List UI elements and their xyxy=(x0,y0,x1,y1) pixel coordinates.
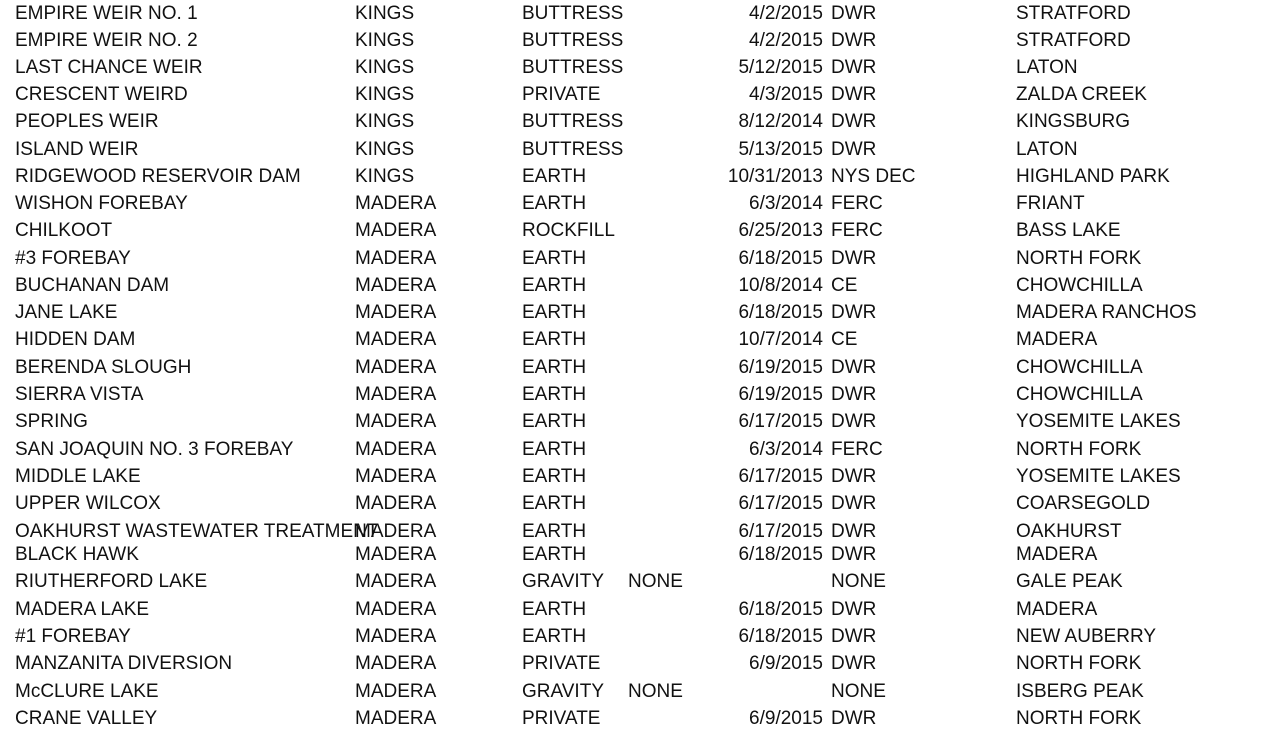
county: KINGS xyxy=(355,30,415,51)
county: MADERA xyxy=(355,493,437,514)
county: KINGS xyxy=(355,111,415,132)
county: KINGS xyxy=(355,57,415,78)
nearest-city: NORTH FORK xyxy=(1016,248,1142,269)
table-row xyxy=(0,194,1280,218)
nearest-city: GALE PEAK xyxy=(1016,571,1123,592)
county: MADERA xyxy=(355,521,437,542)
dam-name: MADERA LAKE xyxy=(15,599,150,620)
agency: DWR xyxy=(831,599,877,620)
dam-name: SAN JOAQUIN NO. 3 FOREBAY xyxy=(15,439,294,460)
inspection-date: 8/12/2014 xyxy=(738,111,823,132)
dam-type: EARTH xyxy=(522,357,587,378)
county: KINGS xyxy=(355,84,415,105)
inspection-date: 4/2/2015 xyxy=(749,3,823,24)
county: MADERA xyxy=(355,681,437,702)
agency: DWR xyxy=(831,544,877,565)
nearest-city: FRIANT xyxy=(1016,193,1085,214)
inspection-date: 6/18/2015 xyxy=(738,599,823,620)
nearest-city: CHOWCHILLA xyxy=(1016,384,1143,405)
agency: CE xyxy=(831,275,858,296)
dam-type: EARTH xyxy=(522,166,587,187)
inspection-date: 6/3/2014 xyxy=(749,439,823,460)
dam-name: BUCHANAN DAM xyxy=(15,275,170,296)
county: MADERA xyxy=(355,466,437,487)
dam-name: LAST CHANCE WEIR xyxy=(15,57,203,78)
dam-name: EMPIRE WEIR NO. 1 xyxy=(15,3,198,24)
dam-type: EARTH xyxy=(522,521,587,542)
nearest-city: CHOWCHILLA xyxy=(1016,357,1143,378)
table-row xyxy=(0,467,1280,491)
dam-name: #3 FOREBAY xyxy=(15,248,131,269)
agency: NONE xyxy=(831,681,886,702)
agency: NYS DEC xyxy=(831,166,916,187)
dam-type: EARTH xyxy=(522,329,587,350)
dam-type: BUTTRESS xyxy=(522,57,624,78)
table-row xyxy=(0,545,1280,569)
inspection-date: 6/18/2015 xyxy=(738,302,823,323)
dam-type: EARTH xyxy=(522,193,587,214)
inspection-date: 6/9/2015 xyxy=(749,708,823,729)
dam-name: MANZANITA DIVERSION xyxy=(15,653,233,674)
agency: NONE xyxy=(831,571,886,592)
county: MADERA xyxy=(355,357,437,378)
agency: FERC xyxy=(831,193,883,214)
inspection-date: 4/3/2015 xyxy=(749,84,823,105)
county: MADERA xyxy=(355,411,437,432)
dam-name: CHILKOOT xyxy=(15,220,113,241)
dam-type: EARTH xyxy=(522,493,587,514)
extra-note: NONE xyxy=(628,571,683,592)
dam-type: EARTH xyxy=(522,466,587,487)
dam-type: EARTH xyxy=(522,626,587,647)
county: MADERA xyxy=(355,275,437,296)
nearest-city: NORTH FORK xyxy=(1016,708,1142,729)
nearest-city: BASS LAKE xyxy=(1016,220,1121,241)
dam-name: #1 FOREBAY xyxy=(15,626,131,647)
dam-type: BUTTRESS xyxy=(522,139,624,160)
agency: DWR xyxy=(831,30,877,51)
agency: DWR xyxy=(831,248,877,269)
inspection-date: 10/31/2013 xyxy=(727,166,823,187)
nearest-city: YOSEMITE LAKES xyxy=(1016,411,1181,432)
dam-type: PRIVATE xyxy=(522,708,601,729)
nearest-city: COARSEGOLD xyxy=(1016,493,1151,514)
dam-name: OAKHURST WASTEWATER TREATMENT xyxy=(15,521,379,542)
table-row xyxy=(0,654,1280,678)
dam-name: UPPER WILCOX xyxy=(15,493,161,514)
nearest-city: HIGHLAND PARK xyxy=(1016,166,1170,187)
table-row xyxy=(0,221,1280,245)
table-row xyxy=(0,85,1280,109)
inspection-date: 5/13/2015 xyxy=(738,139,823,160)
inspection-date: 6/18/2015 xyxy=(738,248,823,269)
dam-name: SPRING xyxy=(15,411,88,432)
table-row xyxy=(0,167,1280,191)
county: MADERA xyxy=(355,571,437,592)
dam-type: EARTH xyxy=(522,411,587,432)
dam-name: BERENDA SLOUGH xyxy=(15,357,192,378)
inspection-date: 10/7/2014 xyxy=(738,329,823,350)
dam-name: BLACK HAWK xyxy=(15,544,139,565)
dam-name: CRESCENT WEIRD xyxy=(15,84,188,105)
dam-name: EMPIRE WEIR NO. 2 xyxy=(15,30,198,51)
nearest-city: LATON xyxy=(1016,57,1078,78)
nearest-city: CHOWCHILLA xyxy=(1016,275,1143,296)
table-row xyxy=(0,440,1280,464)
county: MADERA xyxy=(355,384,437,405)
nearest-city: MADERA xyxy=(1016,599,1098,620)
nearest-city: MADERA xyxy=(1016,329,1098,350)
nearest-city: NORTH FORK xyxy=(1016,439,1142,460)
dam-type: BUTTRESS xyxy=(522,30,624,51)
table-row xyxy=(0,330,1280,354)
agency: CE xyxy=(831,329,858,350)
county: MADERA xyxy=(355,302,437,323)
inspection-date: 6/3/2014 xyxy=(749,193,823,214)
table-row xyxy=(0,112,1280,136)
inspection-date: 6/19/2015 xyxy=(738,357,823,378)
dam-name: WISHON FOREBAY xyxy=(15,193,188,214)
dam-name: RIUTHERFORD LAKE xyxy=(15,571,208,592)
agency: DWR xyxy=(831,466,877,487)
agency: DWR xyxy=(831,57,877,78)
table-row xyxy=(0,682,1280,706)
inspection-date: 6/17/2015 xyxy=(738,411,823,432)
agency: DWR xyxy=(831,139,877,160)
agency: DWR xyxy=(831,411,877,432)
table-row xyxy=(0,140,1280,164)
dam-type: BUTTRESS xyxy=(522,3,624,24)
inspection-date: 4/2/2015 xyxy=(749,30,823,51)
dam-name: ISLAND WEIR xyxy=(15,139,139,160)
agency: DWR xyxy=(831,384,877,405)
nearest-city: MADERA xyxy=(1016,544,1098,565)
dam-type: PRIVATE xyxy=(522,653,601,674)
nearest-city: MADERA RANCHOS xyxy=(1016,302,1197,323)
table-row xyxy=(0,58,1280,82)
inspection-date: 6/25/2013 xyxy=(738,220,823,241)
table-row xyxy=(0,572,1280,596)
agency: DWR xyxy=(831,84,877,105)
inspection-date: 6/9/2015 xyxy=(749,653,823,674)
nearest-city: ISBERG PEAK xyxy=(1016,681,1144,702)
agency: FERC xyxy=(831,439,883,460)
dam-name: PEOPLES WEIR xyxy=(15,111,159,132)
agency: DWR xyxy=(831,626,877,647)
dam-name: RIDGEWOOD RESERVOIR DAM xyxy=(15,166,301,187)
table-row xyxy=(0,412,1280,436)
agency: DWR xyxy=(831,493,877,514)
nearest-city: LATON xyxy=(1016,139,1078,160)
table-row xyxy=(0,494,1280,518)
inspection-date: 6/17/2015 xyxy=(738,493,823,514)
inspection-date: 6/17/2015 xyxy=(738,466,823,487)
table-row xyxy=(0,522,1280,546)
dam-type: EARTH xyxy=(522,248,587,269)
dam-type: EARTH xyxy=(522,302,587,323)
dam-name: JANE LAKE xyxy=(15,302,118,323)
dam-name: SIERRA VISTA xyxy=(15,384,144,405)
table-row xyxy=(0,358,1280,382)
nearest-city: ZALDA CREEK xyxy=(1016,84,1147,105)
dam-type: ROCKFILL xyxy=(522,220,615,241)
table-row xyxy=(0,303,1280,327)
nearest-city: KINGSBURG xyxy=(1016,111,1131,132)
dam-name: McCLURE LAKE xyxy=(15,681,159,702)
agency: DWR xyxy=(831,3,877,24)
inspection-date: 10/8/2014 xyxy=(738,275,823,296)
dam-type: EARTH xyxy=(522,275,587,296)
extra-note: NONE xyxy=(628,681,683,702)
county: MADERA xyxy=(355,329,437,350)
table-row xyxy=(0,709,1280,733)
nearest-city: STRATFORD xyxy=(1016,3,1131,24)
table-row xyxy=(0,385,1280,409)
dam-type: EARTH xyxy=(522,599,587,620)
table-row xyxy=(0,600,1280,624)
table-row xyxy=(0,31,1280,55)
dam-name: CRANE VALLEY xyxy=(15,708,158,729)
inspection-date: 5/12/2015 xyxy=(738,57,823,78)
county: MADERA xyxy=(355,599,437,620)
agency: DWR xyxy=(831,302,877,323)
county: MADERA xyxy=(355,544,437,565)
county: MADERA xyxy=(355,220,437,241)
inspection-date: 6/19/2015 xyxy=(738,384,823,405)
county: MADERA xyxy=(355,248,437,269)
agency: FERC xyxy=(831,220,883,241)
nearest-city: NORTH FORK xyxy=(1016,653,1142,674)
inspection-date: 6/18/2015 xyxy=(738,544,823,565)
dam-name: HIDDEN DAM xyxy=(15,329,136,350)
nearest-city: STRATFORD xyxy=(1016,30,1131,51)
table-row xyxy=(0,4,1280,28)
county: MADERA xyxy=(355,193,437,214)
county: MADERA xyxy=(355,626,437,647)
dam-type: EARTH xyxy=(522,384,587,405)
county: MADERA xyxy=(355,653,437,674)
table-row xyxy=(0,276,1280,300)
dam-type: PRIVATE xyxy=(522,84,601,105)
county: KINGS xyxy=(355,139,415,160)
county: KINGS xyxy=(355,166,415,187)
inspection-date: 6/18/2015 xyxy=(738,626,823,647)
agency: DWR xyxy=(831,708,877,729)
dam-type: BUTTRESS xyxy=(522,111,624,132)
dam-name: MIDDLE LAKE xyxy=(15,466,141,487)
inspection-date: 6/17/2015 xyxy=(738,521,823,542)
agency: DWR xyxy=(831,653,877,674)
dam-type: GRAVITY xyxy=(522,681,604,702)
county: KINGS xyxy=(355,3,415,24)
dam-type: EARTH xyxy=(522,439,587,460)
county: MADERA xyxy=(355,708,437,729)
nearest-city: YOSEMITE LAKES xyxy=(1016,466,1181,487)
agency: DWR xyxy=(831,357,877,378)
agency: DWR xyxy=(831,521,877,542)
table-row xyxy=(0,627,1280,651)
table-row xyxy=(0,249,1280,273)
nearest-city: NEW AUBERRY xyxy=(1016,626,1157,647)
county: MADERA xyxy=(355,439,437,460)
nearest-city: OAKHURST xyxy=(1016,521,1122,542)
dam-type: EARTH xyxy=(522,544,587,565)
agency: DWR xyxy=(831,111,877,132)
dam-type: GRAVITY xyxy=(522,571,604,592)
